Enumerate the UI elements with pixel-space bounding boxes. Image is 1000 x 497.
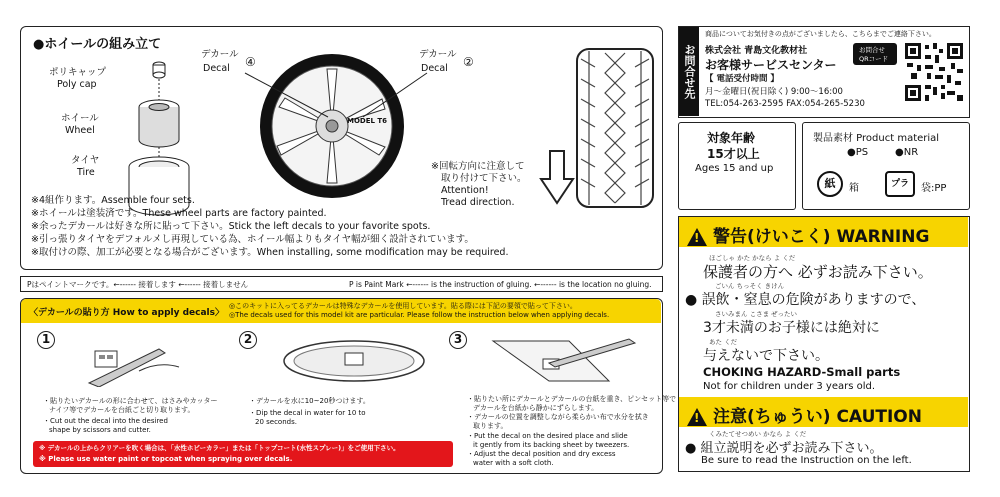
wheel-logo: MODEL T6	[347, 117, 388, 125]
decal4-number: ④	[245, 55, 256, 69]
step1-jp-1: ・貼りたいデカールの形に合わせて、はさみやカッター	[43, 397, 218, 405]
step2-en-2: 20 seconds.	[255, 418, 297, 426]
warning-line-3: 3才未満のお子様には絶対に	[703, 320, 880, 336]
warning-title	[687, 222, 929, 247]
warning-line-1: 保護者の方へ 必ずお読み下さい。	[703, 263, 933, 281]
step1-number: 1	[37, 331, 55, 349]
warning-furigana-4: あた くだ	[709, 338, 738, 346]
note-5: ※取付けの際、加工が必要となる場合がございます。When installing, some modification may be required.	[31, 247, 509, 258]
warning-triangle-icon	[687, 228, 707, 246]
step3-jp-3: ・デカールの位置を調整しながら柔らかい布で水分を拭き	[467, 413, 649, 421]
tire-label-jp: タイヤ	[71, 155, 100, 166]
step1-illustration	[69, 331, 189, 387]
legend-en: P is Paint Mark ←------ is the instruction of gluing. ←------ is the location no gluing.	[349, 280, 652, 289]
note-4: ※引っ張りタイヤをデフォルメし再現している為、ホイール幅よりもタイヤ幅が細く設計されています。	[31, 234, 474, 245]
plastic-recycle-icon: プラ	[885, 171, 915, 197]
decal4-label-en: Decal	[203, 63, 230, 74]
contact-intro: 商品についてお気付きの点がございましたら、こちらまでご連絡下さい。	[705, 30, 936, 38]
note-1: ※4組作ります。Assemble four sets.	[31, 195, 195, 206]
contact-center: お客様サービスセンター	[705, 58, 837, 72]
warning-line-2: ● 誤飲・窒息の危険がありますので、	[685, 292, 926, 308]
material-ps: ●PS	[847, 147, 869, 158]
contact-hours: 月〜金曜日(祝日除く) 9:00〜16:00	[705, 87, 843, 97]
polycap-label-en: Poly cap	[57, 79, 97, 90]
decal-howto-panel	[20, 298, 677, 474]
decal4-leader	[243, 71, 333, 121]
step2-illustration	[269, 333, 439, 389]
step3-en-4: water with a soft cloth.	[473, 459, 554, 467]
step3-jp-1: ・貼りたい所にデカールとデカールの台紙を重き、ピンセット等で	[467, 395, 677, 403]
contact-tel: TEL:054-263-2595 FAX:054-265-5230	[705, 99, 865, 109]
caution-title-text: 注意(ちゅうい) CAUTION	[713, 407, 922, 427]
caution-en: Be sure to read the Instruction on the left.	[701, 455, 912, 466]
paper-label: 箱	[849, 183, 859, 194]
caution-furigana: くみたてせつめい かなら よ くだ	[709, 430, 807, 438]
note-2: ※ホイールは塗装済です。These wheel parts are factory painted.	[31, 208, 327, 219]
contact-hours-title: 【 電話受付時間 】	[705, 74, 779, 84]
step3-en-3: ・Adjust the decal position and dry excess	[467, 450, 616, 458]
step2-number: 2	[239, 331, 257, 349]
paper-recycle-icon: 紙	[817, 171, 843, 197]
step2-jp: ・デカールを水に10~20秒つけます。	[249, 397, 370, 405]
decal-header-jp: ◎このキットに入ってるデカールは特殊なデカールを使用しています。貼る際には下記の要領で貼って下さい。	[229, 302, 577, 310]
warning-en-title: CHOKING HAZARD-Small parts	[703, 365, 901, 379]
warning-en-body: Not for children under 3 years old.	[703, 381, 876, 392]
qr-code-icon[interactable]	[903, 41, 965, 103]
rotation-note-3: Attention!	[441, 185, 489, 196]
rotation-note-2: 取り付けて下さい。	[441, 173, 527, 184]
step2-en-1: ・Dip the decal in water for 10 to	[249, 409, 366, 417]
decal-howto-title: 〈デカールの貼り方 How to apply decals〉	[29, 308, 224, 318]
decal-header-en: ◎The decals used for this model kit are particular. Please follow the instruction below when applying decals.	[229, 311, 610, 319]
decal2-label-jp: デカール	[419, 49, 457, 60]
step1-jp-2: ナイフ等でデカールを台紙ごと切り取ります。	[49, 406, 195, 414]
step3-en-2: it gently from its backing sheet by tweezers.	[473, 441, 630, 449]
age-jp-2: 15才以上	[707, 147, 760, 161]
step3-jp-2: デカールを台紙から静かにずらします。	[473, 404, 599, 412]
note-3: ※余ったデカールは好きな所に貼って下さい。Stick the left decals to your favorite spots.	[31, 221, 431, 232]
warning-title-text: 警告(けいこく) WARNING	[713, 227, 930, 247]
warning-furigana-1: ほごしゃ かた かなら よ くだ	[709, 254, 796, 262]
warning-line-4: 与えないで下さい。	[703, 348, 829, 364]
tire-label-en: Tire	[77, 167, 95, 178]
qr-label-1: お問合せ	[859, 46, 885, 54]
plastic-label: 袋:PP	[921, 183, 947, 194]
wheel-label-en: Wheel	[65, 125, 95, 136]
tire-tread-view	[575, 47, 655, 209]
material-title: 製品素材 Product material	[813, 133, 940, 144]
step3-jp-4: 取ります。	[473, 422, 508, 430]
assembly-panel	[20, 26, 663, 270]
assembly-title: ●ホイールの組み立て	[33, 37, 162, 52]
qr-label-badge	[853, 43, 897, 65]
decal4-label-jp: デカール	[201, 49, 239, 60]
step1-en-2: shape by scissors and cutter.	[49, 426, 151, 434]
contact-side-label: お問合せ先	[679, 27, 699, 116]
polycap-label-jp: ポリキャップ	[49, 67, 107, 78]
rotation-note-4: Tread direction.	[441, 197, 515, 208]
spray-warning-en: ※ Please use water paint or topcoat when spraying over decals.	[39, 455, 293, 463]
legend-jp: Pはペイントマークです。←------ 接着します ←------ 接着しません	[27, 280, 249, 289]
material-box	[802, 122, 970, 210]
age-en: Ages 15 and up	[695, 163, 774, 174]
rotation-note-1: ※回転方向に注意して	[431, 161, 525, 172]
warning-furigana-2: ごいん ちっそく きけん	[715, 282, 785, 290]
tread-direction-arrow	[539, 149, 575, 205]
wheel-label-jp: ホイール	[61, 113, 99, 124]
material-nr: ●NR	[895, 147, 919, 158]
step3-illustration	[489, 331, 639, 387]
decal2-label-en: Decal	[421, 63, 448, 74]
caution-title	[687, 402, 922, 427]
warning-box	[678, 216, 970, 472]
step1-en-1: ・Cut out the decal into the desired	[43, 417, 168, 425]
legend-bar	[20, 276, 663, 292]
age-box	[678, 122, 796, 210]
decal2-leader	[361, 71, 431, 121]
caution-triangle-icon	[687, 408, 707, 426]
step3-en-1: ・Put the decal on the desired place and slide	[467, 432, 628, 440]
contact-company: 株式会社 青島文化教材社	[705, 46, 808, 56]
decal2-number: ②	[463, 55, 474, 69]
age-jp-1: 対象年齢	[707, 131, 756, 145]
spray-warning-box	[33, 441, 453, 467]
qr-label-2: QRコード	[859, 55, 889, 63]
warning-furigana-3: さいみまん こさま ぜったい	[715, 310, 798, 318]
caution-line: ● 組立説明を必ずお読み下さい。	[685, 441, 883, 456]
step3-number: 3	[449, 331, 467, 349]
contact-box	[678, 26, 970, 118]
spray-warning-jp: ※ デカールの上からクリアーを吹く場合は、「水性ホビーカラー」または「トップコート(水性スプレー)」をご使用下さい。	[39, 444, 400, 452]
